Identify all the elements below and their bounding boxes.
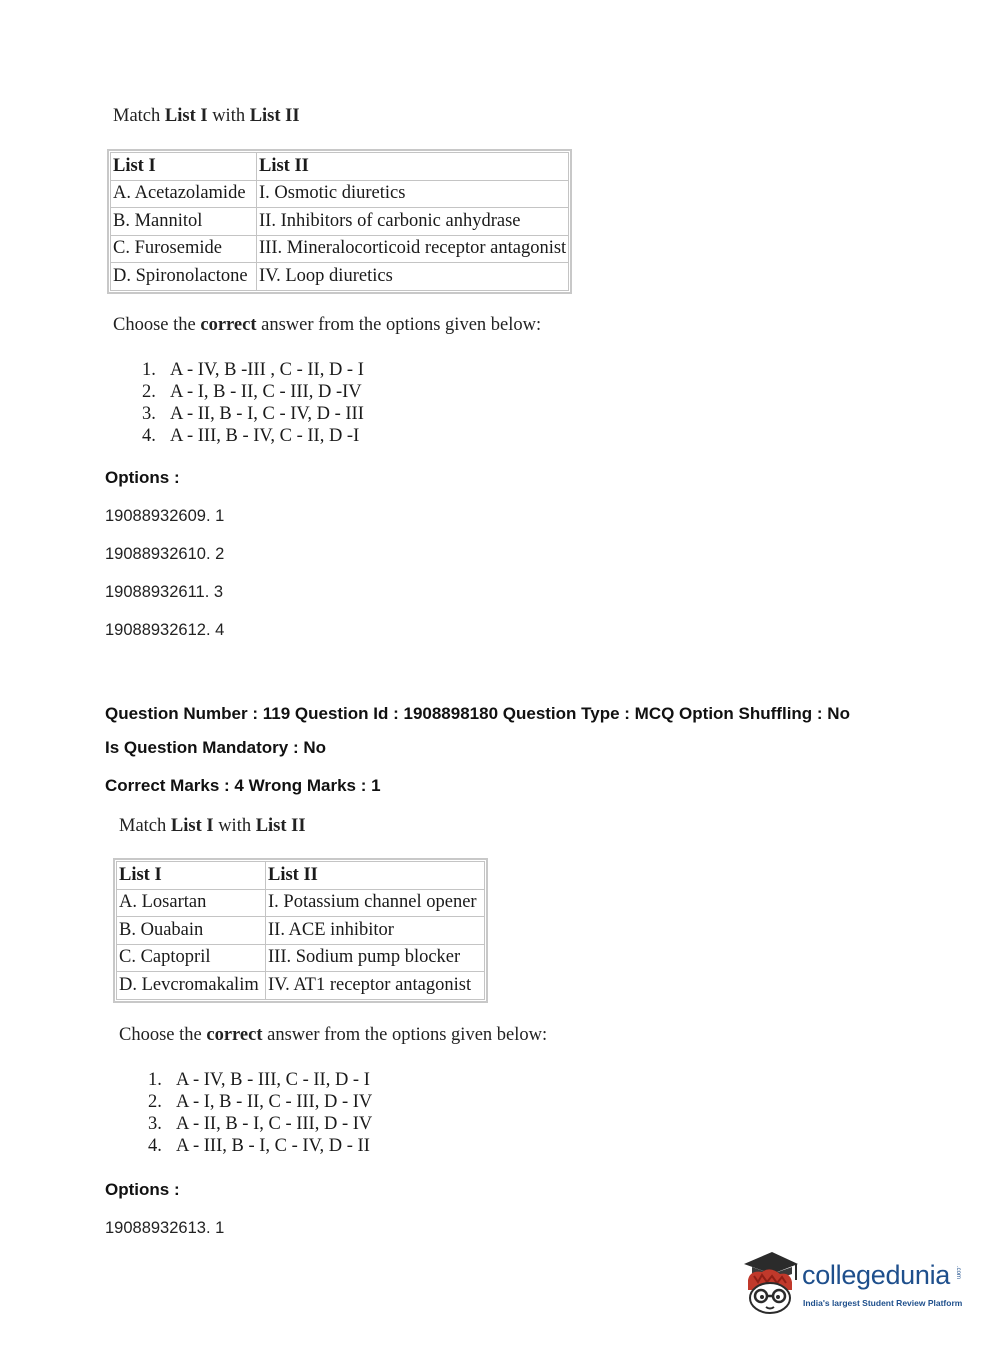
logo-dotcom: .com [955,1266,961,1280]
answer-item: 2. A - I, B - II, C - III, D -IV [142,382,362,402]
answer-item: 2. A - I, B - II, C - III, D - IV [148,1092,373,1112]
q2-meta-question-info: Question Number : 119 Question Id : 1908898180 Question Type : MCQ Option Shuffling : No [105,704,850,723]
option-item[interactable]: 19088932610. 2 [105,545,225,563]
option-item[interactable]: 19088932611. 3 [105,583,224,601]
option-item[interactable]: 19088932609. 1 [105,507,225,525]
table-row [111,263,569,291]
q2-answer-list [148,1069,372,1157]
table-cell: C. Captopril [117,944,266,972]
table-header-row [117,862,485,890]
collegedunia-logo [740,1250,970,1320]
table-cell: B. Ouabain [117,917,266,945]
mascot-icon [740,1250,800,1318]
answer-item: 1. A - IV, B -III , C - II, D - I [142,360,364,380]
table-cell: D. Levcromakalim [117,972,266,1000]
table-row [117,944,485,972]
q1-options-label: Options : [105,468,180,487]
q2-meta-marks: Correct Marks : 4 Wrong Marks : 1 [105,776,381,795]
q1-match-table [110,152,569,291]
table-cell: C. Furosemide [111,235,257,263]
q1-title: Match List I with List II [113,106,300,126]
table-cell: B. Mannitol [111,208,257,236]
table-cell: IV. Loop diuretics [257,263,569,291]
table-header-cell: List I [117,862,266,890]
answer-item: 4. A - III, B - I, C - IV, D - II [148,1136,370,1156]
table-cell: I. Osmotic diuretics [257,180,569,208]
table-row [117,972,485,1000]
q2-match-table [116,861,485,1000]
table-header-cell: List II [257,153,569,181]
table-cell: A. Acetazolamide [111,180,257,208]
table-cell: III. Mineralocorticoid receptor antagonist [257,235,569,263]
table-header-row [111,153,569,181]
table-row [111,180,569,208]
logo-wordmark: collegedunia [802,1260,951,1290]
table-cell: I. Potassium channel opener [266,889,485,917]
q1-choose-instruction: Choose the correct answer from the options given below: [113,315,542,335]
table-cell: A. Losartan [117,889,266,917]
answer-item: 3. A - II, B - I, C - IV, D - III [142,404,364,424]
table-cell: II. ACE inhibitor [266,917,485,945]
table-cell: D. Spironolactone [111,263,257,291]
option-item[interactable]: 19088932613. 1 [105,1219,225,1237]
q1-answer-list [142,359,364,447]
logo-tagline: India's largest Student Review Platform [803,1298,963,1308]
table-header-cell: List I [111,153,257,181]
table-header-cell: List II [266,862,485,890]
answer-item: 3. A - II, B - I, C - III, D - IV [148,1114,373,1134]
answer-item: 1. A - IV, B - III, C - II, D - I [148,1070,370,1090]
q2-choose-instruction: Choose the correct answer from the options given below: [119,1025,548,1045]
table-cell: II. Inhibitors of carbonic anhydrase [257,208,569,236]
q2-meta-mandatory: Is Question Mandatory : No [105,738,327,757]
table-row [117,917,485,945]
q2-options-label: Options : [105,1180,180,1199]
answer-item: 4. A - III, B - IV, C - II, D -I [142,426,360,446]
option-item[interactable]: 19088932612. 4 [105,621,225,639]
table-cell: III. Sodium pump blocker [266,944,485,972]
table-cell: IV. AT1 receptor antagonist [266,972,485,1000]
table-row [111,208,569,236]
table-row [111,235,569,263]
table-row [117,889,485,917]
q2-title: Match List I with List II [119,816,306,836]
